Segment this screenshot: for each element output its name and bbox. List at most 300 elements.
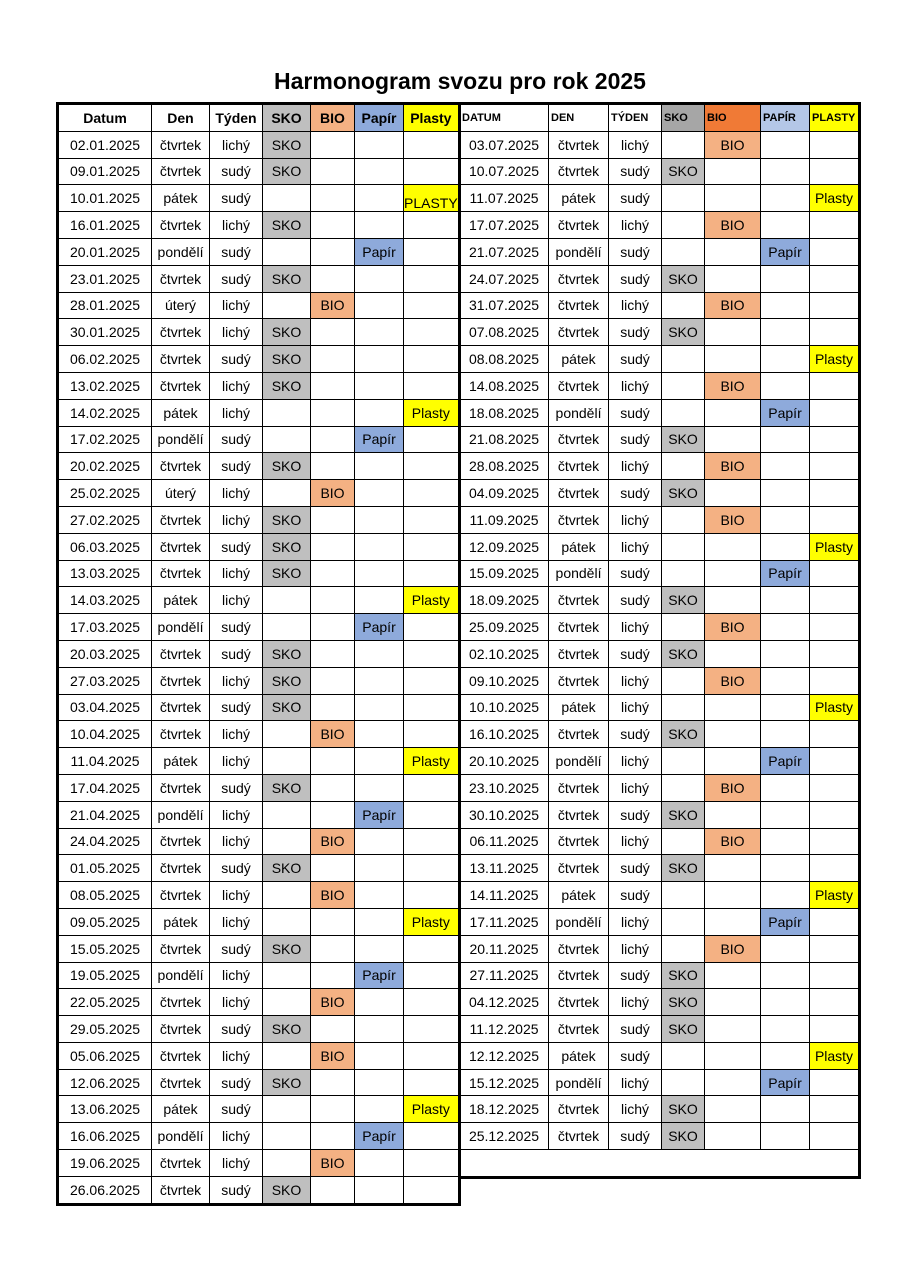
sko-cell: [662, 908, 705, 935]
sko-cell: SKO: [662, 265, 705, 292]
header-bio: BIO: [705, 104, 761, 132]
papir-cell: Papír: [761, 399, 810, 426]
bio-cell: BIO: [311, 828, 355, 855]
week-cell: lichý: [609, 372, 662, 399]
plasty-cell: [810, 158, 860, 185]
bio-cell: [311, 640, 355, 667]
plasty-cell: [404, 694, 460, 721]
plasty-cell: [404, 560, 460, 587]
bio-cell: [311, 587, 355, 614]
sko-cell: [263, 828, 311, 855]
papir-cell: [761, 533, 810, 560]
day-cell: pátek: [549, 1042, 609, 1069]
plasty-cell: [810, 238, 860, 265]
bio-cell: [705, 480, 761, 507]
week-cell: lichý: [609, 694, 662, 721]
plasty-cell: [404, 882, 460, 909]
plasty-cell: [810, 480, 860, 507]
week-cell: lichý: [210, 667, 263, 694]
week-cell: lichý: [210, 748, 263, 775]
date-cell: 08.08.2025: [460, 346, 549, 373]
sko-cell: [662, 774, 705, 801]
bio-cell: [311, 694, 355, 721]
sko-cell: SKO: [662, 587, 705, 614]
day-cell: čtvrtek: [152, 694, 210, 721]
sko-cell: SKO: [662, 989, 705, 1016]
plasty-cell: [810, 640, 860, 667]
date-cell: 24.04.2025: [58, 828, 152, 855]
plasty-cell: Plasty: [404, 908, 460, 935]
plasty-cell: [810, 399, 860, 426]
date-cell: 14.11.2025: [460, 882, 549, 909]
week-cell: lichý: [210, 292, 263, 319]
papir-cell: [761, 882, 810, 909]
day-cell: čtvrtek: [152, 882, 210, 909]
bio-cell: [311, 399, 355, 426]
day-cell: čtvrtek: [152, 989, 210, 1016]
date-cell: 13.02.2025: [58, 372, 152, 399]
day-cell: čtvrtek: [549, 372, 609, 399]
week-cell: sudý: [210, 265, 263, 292]
bio-cell: [311, 1069, 355, 1096]
date-cell: 14.08.2025: [460, 372, 549, 399]
schedule-row: [460, 560, 860, 587]
schedule-row: [460, 721, 860, 748]
plasty-cell: [810, 453, 860, 480]
sko-cell: SKO: [662, 1123, 705, 1150]
day-cell: čtvrtek: [152, 158, 210, 185]
day-cell: čtvrtek: [152, 667, 210, 694]
sko-cell: [263, 399, 311, 426]
plasty-cell: [810, 587, 860, 614]
papir-cell: [355, 212, 404, 239]
schedule-row: [58, 989, 460, 1016]
bio-cell: [705, 962, 761, 989]
day-cell: pátek: [152, 185, 210, 212]
papir-cell: [355, 989, 404, 1016]
week-cell: sudý: [609, 319, 662, 346]
bio-cell: BIO: [705, 292, 761, 319]
plasty-cell: [810, 292, 860, 319]
bio-cell: [311, 238, 355, 265]
page-title: Harmonogram svozu pro rok 2025: [274, 68, 646, 94]
papir-cell: [761, 935, 810, 962]
day-cell: čtvrtek: [549, 1096, 609, 1123]
schedule-row: [58, 614, 460, 641]
plasty-cell: [404, 1042, 460, 1069]
date-cell: 11.04.2025: [58, 748, 152, 775]
day-cell: čtvrtek: [152, 1016, 210, 1043]
bio-cell: BIO: [705, 774, 761, 801]
schedule-row: [460, 694, 860, 721]
papir-cell: [761, 614, 810, 641]
plasty-cell: Plasty: [810, 1042, 860, 1069]
sko-cell: [662, 748, 705, 775]
day-cell: čtvrtek: [152, 828, 210, 855]
day-cell: úterý: [152, 480, 210, 507]
date-cell: 27.03.2025: [58, 667, 152, 694]
plasty-cell: [404, 131, 460, 158]
sko-cell: [662, 131, 705, 158]
date-cell: 25.02.2025: [58, 480, 152, 507]
papir-cell: [761, 453, 810, 480]
date-cell: 09.01.2025: [58, 158, 152, 185]
date-cell: 17.03.2025: [58, 614, 152, 641]
week-cell: sudý: [609, 480, 662, 507]
papir-cell: Papír: [761, 560, 810, 587]
papir-cell: [761, 721, 810, 748]
day-cell: pondělí: [152, 426, 210, 453]
day-cell: čtvrtek: [549, 774, 609, 801]
day-cell: úterý: [152, 292, 210, 319]
plasty-cell: [404, 801, 460, 828]
schedule-row: [460, 480, 860, 507]
papir-cell: [355, 158, 404, 185]
date-cell: 19.06.2025: [58, 1150, 152, 1177]
sko-cell: SKO: [263, 855, 311, 882]
plasty-cell: [810, 265, 860, 292]
bio-cell: [311, 1016, 355, 1043]
plasty-cell: [404, 828, 460, 855]
sko-cell: [662, 614, 705, 641]
schedule-row: [460, 426, 860, 453]
schedule-row: [58, 908, 460, 935]
week-cell: sudý: [609, 560, 662, 587]
sko-cell: SKO: [263, 1069, 311, 1096]
papir-cell: [761, 480, 810, 507]
sko-cell: SKO: [263, 346, 311, 373]
week-cell: sudý: [609, 801, 662, 828]
empty-row: [460, 1150, 860, 1178]
plasty-cell: [810, 1069, 860, 1096]
sko-cell: SKO: [263, 212, 311, 239]
date-cell: 30.10.2025: [460, 801, 549, 828]
day-cell: pátek: [152, 748, 210, 775]
week-cell: sudý: [210, 1016, 263, 1043]
sko-cell: [263, 882, 311, 909]
plasty-cell: Plasty: [810, 346, 860, 373]
plasty-cell: [404, 935, 460, 962]
date-cell: 16.01.2025: [58, 212, 152, 239]
bio-cell: [311, 346, 355, 373]
week-cell: sudý: [210, 1069, 263, 1096]
week-cell: sudý: [609, 1123, 662, 1150]
date-cell: 21.04.2025: [58, 801, 152, 828]
schedule-row: [58, 1096, 460, 1123]
week-cell: sudý: [609, 962, 662, 989]
plasty-cell: [404, 614, 460, 641]
plasty-cell: [404, 962, 460, 989]
plasty-cell: [810, 560, 860, 587]
plasty-cell: [404, 1150, 460, 1177]
schedule-row: [58, 346, 460, 373]
date-cell: 13.06.2025: [58, 1096, 152, 1123]
bio-cell: BIO: [311, 1042, 355, 1069]
bio-cell: [311, 748, 355, 775]
day-cell: pondělí: [549, 399, 609, 426]
bio-cell: [311, 935, 355, 962]
schedule-table-jan-jun: [56, 102, 461, 1206]
bio-cell: BIO: [705, 506, 761, 533]
schedule-row: [58, 506, 460, 533]
week-cell: sudý: [609, 346, 662, 373]
papir-cell: [355, 774, 404, 801]
week-cell: sudý: [609, 265, 662, 292]
papir-cell: Papír: [355, 962, 404, 989]
schedule-row: [58, 399, 460, 426]
sko-cell: [263, 1096, 311, 1123]
week-cell: lichý: [210, 506, 263, 533]
sko-cell: [662, 238, 705, 265]
day-cell: pondělí: [152, 614, 210, 641]
date-cell: 07.08.2025: [460, 319, 549, 346]
papir-cell: Papír: [761, 238, 810, 265]
bio-cell: [705, 908, 761, 935]
sko-cell: SKO: [263, 533, 311, 560]
day-cell: pátek: [549, 694, 609, 721]
sko-cell: SKO: [263, 506, 311, 533]
sko-cell: [662, 560, 705, 587]
plasty-cell: [810, 962, 860, 989]
week-cell: lichý: [210, 212, 263, 239]
day-cell: pondělí: [549, 1069, 609, 1096]
date-cell: 03.04.2025: [58, 694, 152, 721]
sko-cell: SKO: [662, 640, 705, 667]
sko-cell: [263, 748, 311, 775]
date-cell: 12.12.2025: [460, 1042, 549, 1069]
sko-cell: SKO: [263, 453, 311, 480]
bio-cell: [705, 694, 761, 721]
bio-cell: [705, 748, 761, 775]
day-cell: čtvrtek: [152, 1150, 210, 1177]
papir-cell: [355, 292, 404, 319]
schedule-row: [58, 855, 460, 882]
day-cell: čtvrtek: [152, 1176, 210, 1204]
papir-cell: [355, 1042, 404, 1069]
papir-cell: [761, 667, 810, 694]
plasty-cell: Plasty: [404, 1096, 460, 1123]
week-cell: lichý: [210, 1042, 263, 1069]
week-cell: lichý: [210, 372, 263, 399]
bio-cell: [705, 989, 761, 1016]
day-cell: čtvrtek: [549, 828, 609, 855]
day-cell: čtvrtek: [152, 346, 210, 373]
sko-cell: SKO: [263, 158, 311, 185]
day-cell: čtvrtek: [549, 131, 609, 158]
plasty-cell: Plasty: [810, 533, 860, 560]
papir-cell: [761, 1042, 810, 1069]
week-cell: sudý: [609, 721, 662, 748]
day-cell: čtvrtek: [549, 1016, 609, 1043]
date-cell: 17.11.2025: [460, 908, 549, 935]
papir-cell: [355, 908, 404, 935]
schedule-row: [58, 828, 460, 855]
header-papir: PAPÍR: [761, 104, 810, 132]
plasty-cell: [810, 935, 860, 962]
schedule-row: [460, 1123, 860, 1150]
schedule-row: [58, 212, 460, 239]
week-cell: lichý: [609, 989, 662, 1016]
bio-cell: [311, 185, 355, 212]
date-cell: 16.06.2025: [58, 1123, 152, 1150]
sko-cell: SKO: [662, 1016, 705, 1043]
week-cell: sudý: [609, 1042, 662, 1069]
bio-cell: BIO: [705, 667, 761, 694]
date-cell: 17.04.2025: [58, 774, 152, 801]
week-cell: lichý: [210, 587, 263, 614]
day-cell: čtvrtek: [549, 426, 609, 453]
papir-cell: [355, 1150, 404, 1177]
sko-cell: SKO: [662, 801, 705, 828]
schedule-row: [58, 1016, 460, 1043]
plasty-cell: [404, 372, 460, 399]
bio-cell: [311, 319, 355, 346]
date-cell: 13.03.2025: [58, 560, 152, 587]
day-cell: čtvrtek: [549, 667, 609, 694]
day-cell: pátek: [152, 1096, 210, 1123]
papir-cell: [761, 694, 810, 721]
bio-cell: [705, 560, 761, 587]
papir-cell: [761, 319, 810, 346]
bio-cell: [705, 801, 761, 828]
date-cell: 28.08.2025: [460, 453, 549, 480]
plasty-cell: [810, 614, 860, 641]
plasty-cell: [810, 828, 860, 855]
date-cell: 15.12.2025: [460, 1069, 549, 1096]
schedule-row: [58, 1042, 460, 1069]
sko-cell: [263, 1150, 311, 1177]
schedule-row: [460, 855, 860, 882]
schedule-row: [58, 640, 460, 667]
bio-cell: [705, 855, 761, 882]
sko-cell: [263, 238, 311, 265]
date-cell: 30.01.2025: [58, 319, 152, 346]
week-cell: lichý: [210, 1123, 263, 1150]
week-cell: lichý: [210, 131, 263, 158]
header-plasty: PLASTY: [810, 104, 860, 132]
week-cell: lichý: [609, 506, 662, 533]
date-cell: 11.09.2025: [460, 506, 549, 533]
plasty-cell: [404, 319, 460, 346]
day-cell: čtvrtek: [152, 533, 210, 560]
plasty-cell: [404, 1176, 460, 1204]
day-cell: pátek: [549, 533, 609, 560]
date-cell: 21.07.2025: [460, 238, 549, 265]
day-cell: čtvrtek: [152, 774, 210, 801]
sko-cell: SKO: [662, 962, 705, 989]
date-cell: 14.02.2025: [58, 399, 152, 426]
day-cell: čtvrtek: [549, 158, 609, 185]
papir-cell: [761, 185, 810, 212]
papir-cell: [355, 1096, 404, 1123]
date-cell: 18.09.2025: [460, 587, 549, 614]
schedule-row: [460, 935, 860, 962]
bio-cell: [311, 1096, 355, 1123]
plasty-cell: [810, 426, 860, 453]
sko-cell: [263, 989, 311, 1016]
papir-cell: [761, 640, 810, 667]
day-cell: čtvrtek: [152, 1042, 210, 1069]
sko-cell: SKO: [263, 640, 311, 667]
day-cell: čtvrtek: [152, 640, 210, 667]
papir-cell: [355, 453, 404, 480]
bio-cell: [705, 882, 761, 909]
bio-cell: [705, 185, 761, 212]
header-sko: SKO: [263, 104, 311, 132]
day-cell: čtvrtek: [549, 506, 609, 533]
day-cell: čtvrtek: [549, 292, 609, 319]
date-cell: 31.07.2025: [460, 292, 549, 319]
sko-cell: [662, 506, 705, 533]
schedule-row: [58, 962, 460, 989]
sko-cell: [263, 1123, 311, 1150]
papir-cell: [355, 882, 404, 909]
day-cell: pátek: [152, 399, 210, 426]
papir-cell: [355, 372, 404, 399]
week-cell: lichý: [210, 801, 263, 828]
week-cell: lichý: [210, 480, 263, 507]
papir-cell: [355, 480, 404, 507]
schedule-row: [460, 1096, 860, 1123]
schedule-row: [58, 480, 460, 507]
schedule-row: [460, 667, 860, 694]
date-cell: 06.11.2025: [460, 828, 549, 855]
week-cell: lichý: [210, 399, 263, 426]
week-cell: sudý: [210, 158, 263, 185]
schedule-row: [460, 1069, 860, 1096]
schedule-row: [58, 158, 460, 185]
header-row: [460, 104, 860, 132]
day-cell: čtvrtek: [152, 506, 210, 533]
papir-cell: [761, 828, 810, 855]
plasty-cell: [810, 1096, 860, 1123]
papir-cell: [355, 828, 404, 855]
date-cell: 09.10.2025: [460, 667, 549, 694]
week-cell: lichý: [210, 828, 263, 855]
plasty-cell: [404, 506, 460, 533]
day-cell: pondělí: [152, 1123, 210, 1150]
date-cell: 18.08.2025: [460, 399, 549, 426]
day-cell: čtvrtek: [152, 212, 210, 239]
bio-cell: [705, 587, 761, 614]
header-den: Den: [152, 104, 210, 132]
sko-cell: SKO: [263, 319, 311, 346]
date-cell: 13.11.2025: [460, 855, 549, 882]
bio-cell: [311, 774, 355, 801]
plasty-cell: [810, 506, 860, 533]
schedule-row: [58, 265, 460, 292]
sko-cell: SKO: [662, 855, 705, 882]
plasty-cell: [810, 131, 860, 158]
bio-cell: [311, 453, 355, 480]
day-cell: čtvrtek: [152, 855, 210, 882]
bio-cell: [311, 506, 355, 533]
sko-cell: [662, 1069, 705, 1096]
date-cell: 09.05.2025: [58, 908, 152, 935]
week-cell: sudý: [210, 1096, 263, 1123]
plasty-cell: Plasty: [810, 882, 860, 909]
date-cell: 08.05.2025: [58, 882, 152, 909]
date-cell: 17.02.2025: [58, 426, 152, 453]
bio-cell: [311, 667, 355, 694]
schedule-row: [460, 587, 860, 614]
week-cell: lichý: [210, 1150, 263, 1177]
week-cell: sudý: [609, 185, 662, 212]
bio-cell: [311, 265, 355, 292]
day-cell: čtvrtek: [549, 855, 609, 882]
sko-cell: [662, 292, 705, 319]
day-cell: čtvrtek: [549, 935, 609, 962]
